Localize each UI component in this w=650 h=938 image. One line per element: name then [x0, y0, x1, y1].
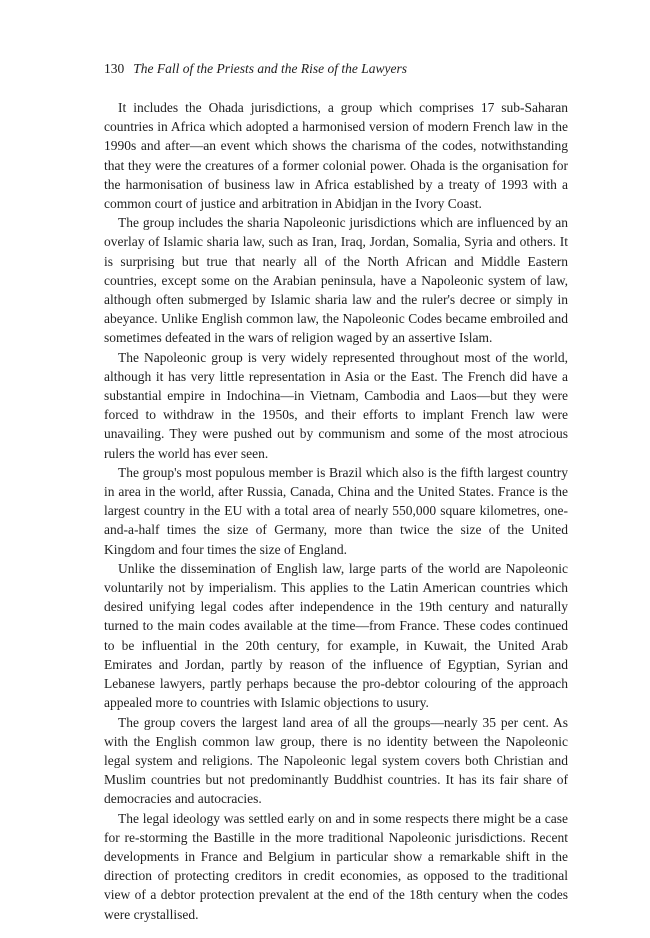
book-title: The Fall of the Priests and the Rise of the Lawyers	[133, 61, 407, 76]
body-text	[104, 98, 568, 924]
paragraph-brazil: The group's most populous member is Brazil which also is the fifth largest country in area in the world, after Russia, Canada, China and the United States. France is the largest country in the EU with a total area of nearly 550,000 square kilometres, one-and-a-half times the size of Germany, more than twice the size of the United Kingdom and four times the size of England.	[104, 464, 568, 557]
paragraph-ohada: It includes the Ohada jurisdictions, a group which comprises 17 sub-Saharan countries in Africa which adopted a harmonised version of modern French law in the 1990s and after—an event which shows the charisma of the codes, notwithstanding that they were the creatures of a former colonial power. Ohada is the organisation for the harmonisation of business law in Africa established by a treaty of 1993 with a common court of justice and arbitration in Abidjan in the Ivory Coast.	[104, 100, 568, 212]
paragraph-land-area: The group covers the largest land area of all the groups—nearly 35 per cent. As with the English common law group, there is no identity between the Napoleonic legal system and religions. The Napoleonic legal system covers both Christian and Muslim countries but not predominantly Buddhist countries. It has its fair share of democracies and autocracies.	[104, 714, 568, 807]
book-page	[104, 60, 568, 924]
paragraph-representation: The Napoleonic group is very widely represented throughout most of the world, although it has very little representation in Asia or the East. The French did have a substantial empire in Indochina—in Vietnam, Cambodia and Laos—but they were forced to withdraw in the 1950s, and their efforts to implant French law were unavailing. They were pushed out by communism and some of the most atrocious rulers the world has ever seen.	[104, 349, 568, 461]
paragraph-sharia: The group includes the sharia Napoleonic jurisdictions which are influenced by an overlay of Islamic sharia law, such as Iran, Iraq, Jordan, Somalia, Syria and others. It is surprising but true that nearly all of the North African and Middle Eastern countries, except some on the Arabian peninsula, have a Napoleonic system of law, although often submerged by Islamic sharia law and the ruler's decree or simply in abeyance. Unlike English common law, the Napoleonic Codes became embroiled and sometimes defeated in the wars of religion waged by an assertive Islam.	[104, 215, 568, 346]
paragraph-dissemination: Unlike the dissemination of English law, large parts of the world are Napoleonic voluntarily not by imperialism. This applies to the Latin American countries which desired unifying legal codes after independence in the 19th century and naturally turned to the main codes available at the time—from France. These codes continued to be influential in the 20th century, for example, in Kuwait, the United Arab Emirates and Jordan, partly by reason of the influence of Egyptian, Syrian and Lebanese lawyers, partly perhaps because the pro-debtor colouring of the approach appealed more to countries with Islamic objections to usury.	[104, 560, 568, 711]
running-header	[104, 60, 568, 78]
page-number: 130	[104, 61, 125, 76]
paragraph-legal-ideology: The legal ideology was settled early on and in some respects there might be a case for re-storming the Bastille in the more traditional Napoleonic jurisdictions. Recent developments in France and Belgium in particular show a remarkable shift in the direction of protecting creditors in credit economies, as opposed to the traditional view of a debtor protection prevalent at the end of the 18th century when the codes were crystallised.	[104, 810, 568, 922]
